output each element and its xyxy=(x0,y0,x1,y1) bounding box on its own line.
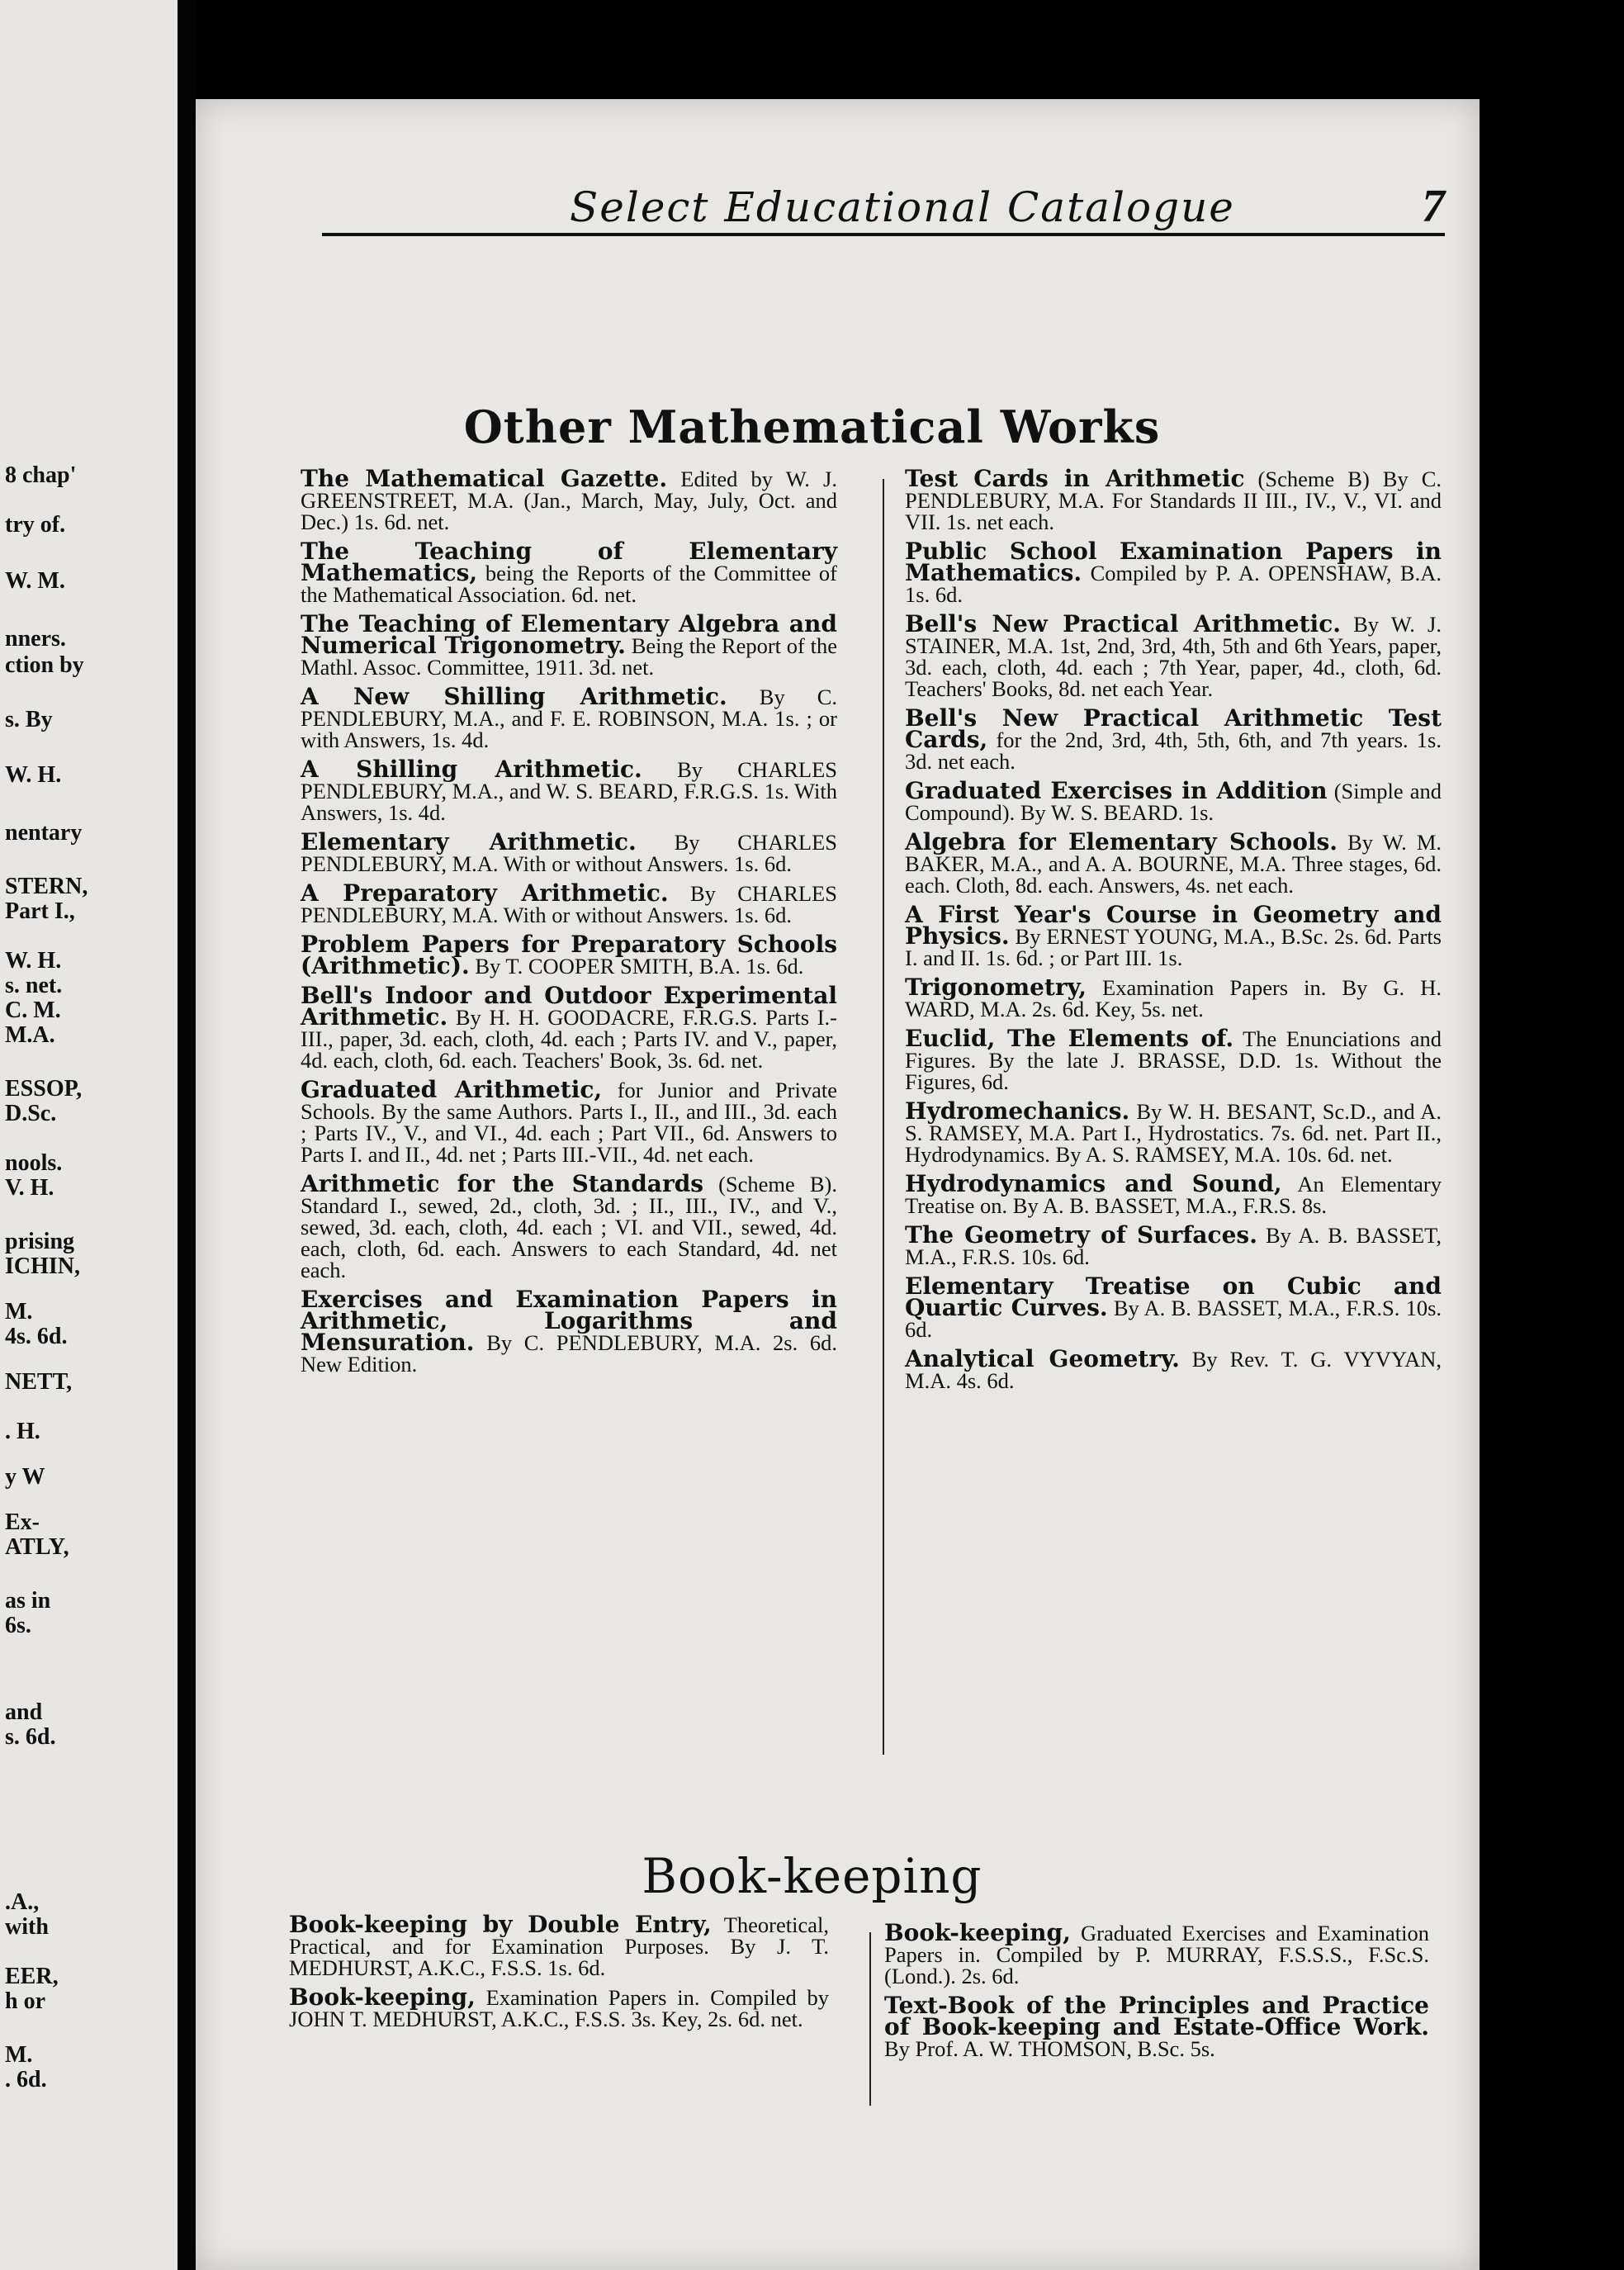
catalogue-entry xyxy=(301,683,837,752)
catalogue-entry xyxy=(905,777,1442,825)
entry-description: By W. H. BESANT, Sc.D., and A. S. RAMSEY, M.A. Part I., Hydrostatics. 7s. 6d. net. Part II., Hydrodynamics. By A. S. RAMSEY, M.A. 10s. 6d. net. xyxy=(905,1099,1442,1167)
catalogue-entry xyxy=(884,1992,1429,2061)
left-page-text-fragment: ction by xyxy=(5,652,84,678)
entry-title: A Preparatory Arithmetic. xyxy=(301,879,669,907)
entry-title: The Teaching of Elementary Algebra and Numerical Trigonometry. xyxy=(301,610,837,659)
left-page-text-fragment: W. M. xyxy=(5,568,65,594)
left-page-text-fragment: W. H. xyxy=(5,762,62,788)
entry-title: Hydromechanics. xyxy=(905,1097,1130,1125)
entry-description: By CHARLES PENDLEBURY, M.A. With or without Answers. 1s. 6d. xyxy=(301,881,837,927)
entry-description: Graduated Exercises and Examination Papers in. Compiled by P. MURRAY, F.S.S.S., F.Sc.S. (Lond.). 2s. 6d. xyxy=(884,1921,1429,1988)
left-page-text-fragment: ESSOP, xyxy=(5,1076,83,1102)
entry-title: Euclid, The Elements of. xyxy=(905,1025,1234,1052)
entry-title: A New Shilling Arithmetic. xyxy=(301,683,727,710)
catalogue-entry xyxy=(301,538,837,607)
section-title-math: Other Mathematical Works xyxy=(463,400,1161,453)
left-page-text-fragment: M. xyxy=(5,1299,33,1325)
left-page-text-fragment: 6s. xyxy=(5,1613,31,1638)
entry-description: (Simple and Compound). By W. S. BEARD. 1s. xyxy=(905,779,1442,825)
entry-description: (Scheme B). Standard I., sewed, 2d., cloth, 3d. ; II., III., IV., and V., sewed, 3d. each, cloth, 4d. each ; VI. and VII., sewed, 4d. each, cloth, 6d. each. Answers to each Standard, 4d. net each. xyxy=(301,1172,837,1282)
entry-description: Compiled by P. A. OPENSHAW, B.A. 1s. 6d. xyxy=(905,561,1442,607)
catalogue-entry xyxy=(905,538,1442,607)
left-page-text-fragment: and xyxy=(5,1699,43,1725)
entry-description: By A. B. BASSET, M.A., F.R.S. 10s. 6d. xyxy=(905,1296,1442,1342)
left-page-text-fragment: nentary xyxy=(5,820,83,846)
catalogue-entry xyxy=(301,465,837,534)
catalogue-entry xyxy=(301,828,837,876)
left-page-text-fragment: ICHIN, xyxy=(5,1253,81,1279)
catalogue-entry xyxy=(301,982,837,1073)
entry-title: Graduated Exercises in Addition xyxy=(905,777,1328,804)
left-page-text-fragment: M. xyxy=(5,2042,33,2068)
entry-description: By A. B. BASSET, M.A., F.R.S. 10s. 6d. xyxy=(905,1223,1442,1269)
left-page-text-fragment: M.A. xyxy=(5,1022,55,1048)
book-spine xyxy=(178,0,196,2270)
left-page-text-fragment: h or xyxy=(5,1988,45,2014)
catalogue-entry xyxy=(884,1919,1429,1988)
left-page-text-fragment: try of. xyxy=(5,512,66,538)
entry-title: Bell's New Practical Arithmetic. xyxy=(905,610,1341,637)
catalogue-entry xyxy=(301,610,838,680)
catalogue-entry xyxy=(289,1983,829,2031)
left-page-text-fragment: .A., xyxy=(5,1889,40,1915)
entry-title: The Geometry of Surfaces. xyxy=(905,1221,1257,1249)
entry-description: By CHARLES PENDLEBURY, M.A. With or without Answers. 1s. 6d. xyxy=(301,830,837,876)
left-page-text-fragment: s. By xyxy=(5,707,53,732)
left-page-text-fragment: EER, xyxy=(5,1964,59,1989)
entry-description: The Enunciations and Figures. By the late J. BRASSE, D.D. 1s. Without the Figures, 6d. xyxy=(905,1026,1442,1094)
entry-description: By ERNEST YOUNG, M.A., B.Sc. 2s. 6d. Parts I. and II. 1s. 6d. ; or Part III. 1s. xyxy=(905,924,1442,970)
entry-title: Bell's Indoor and Outdoor Experimental Arithmetic. xyxy=(301,982,837,1031)
left-page-text-fragment: C. M. xyxy=(5,998,61,1023)
left-page-text-fragment: NETT, xyxy=(5,1369,73,1395)
catalogue-entry xyxy=(289,1911,830,1980)
left-page-text-fragment: W. H. xyxy=(5,948,62,974)
entry-title: Bell's New Practical Arithmetic Test Cards, xyxy=(905,704,1442,753)
entry-description: (Scheme B) By C. PENDLEBURY, M.A. For Standards II III., IV., V., VI. and VII. 1s. net each. xyxy=(905,467,1442,534)
left-page-text-fragment: Ex- xyxy=(5,1509,40,1535)
entry-description: being the Reports of the Committee of the Mathematical Association. 6d. net. xyxy=(301,561,837,607)
catalogue-entry xyxy=(905,1221,1442,1269)
left-page-text-fragment: s. net. xyxy=(5,973,63,998)
entry-description: By Rev. T. G. VYVYAN, M.A. 4s. 6d. xyxy=(905,1347,1442,1393)
catalogue-entry xyxy=(301,879,837,927)
entry-description: Edited by W. J. GREENSTREET, M.A. (Jan., March, May, July, Oct. and Dec.) 1s. 6d. net. xyxy=(301,467,837,534)
column-divider-math xyxy=(883,479,884,1755)
running-head xyxy=(322,178,1445,236)
entry-description: An Elementary Treatise on. By A. B. BASSET, M.A., F.R.S. 8s. xyxy=(905,1172,1442,1218)
catalogue-entry xyxy=(905,704,1442,774)
entry-title: A Shilling Arithmetic. xyxy=(301,756,642,783)
catalogue-entry xyxy=(905,1345,1442,1393)
bookkeeping-column-right xyxy=(884,1919,1429,2068)
entry-description: By C. PENDLEBURY, M.A., and F. E. ROBINSON, M.A. 1s. ; or with Answers, 1s. 4d. xyxy=(301,685,837,752)
math-column-left xyxy=(301,465,838,1383)
entry-description: By Prof. A. W. THOMSON, B.Sc. 5s. xyxy=(884,2036,1215,2061)
entry-title: Elementary Arithmetic. xyxy=(301,828,637,855)
left-page-text-fragment: STERN, xyxy=(5,874,88,899)
catalogue-entry xyxy=(905,1025,1442,1094)
catalogue-entry xyxy=(905,828,1442,898)
entry-description: By T. COOPER SMITH, B.A. 1s. 6d. xyxy=(469,954,804,979)
left-page-text-fragment: 4s. 6d. xyxy=(5,1324,68,1349)
left-page-text-fragment: y W xyxy=(5,1464,45,1490)
column-divider-bookkeeping xyxy=(869,1932,871,2106)
running-title: Select Educational Catalogue xyxy=(570,183,1235,231)
catalogue-entry xyxy=(905,610,1442,701)
bookkeeping-column-left xyxy=(289,1911,830,2038)
entry-title: Analytical Geometry. xyxy=(905,1345,1180,1372)
entry-description: Examination Papers in. Compiled by JOHN T. MEDHURST, A.K.C., F.S.S. 3s. Key, 2s. 6d. net. xyxy=(289,1985,829,2031)
entry-title: Book-keeping, xyxy=(289,1983,476,2011)
catalogue-entry xyxy=(905,974,1442,1021)
entry-title: Text-Book of the Principles and Practice of Book-keeping and Estate-Office Work. xyxy=(884,1992,1429,2040)
catalogue-entry xyxy=(301,1076,837,1167)
header-rule xyxy=(322,233,1445,236)
entry-description: Examination Papers in. By G. H. WARD, M.A. 2s. 6d. Key, 5s. net. xyxy=(905,975,1442,1021)
catalogue-entry xyxy=(905,901,1442,970)
left-page-text-fragment: 8 chap' xyxy=(5,462,77,488)
catalogue-entry xyxy=(301,756,837,825)
entry-description: Being the Report of the Mathl. Assoc. Committee, 1911. 3d. net. xyxy=(301,633,838,680)
catalogue-entry xyxy=(301,1286,837,1377)
entry-title: Graduated Arithmetic, xyxy=(301,1076,603,1103)
left-page-text-fragment: nools. xyxy=(5,1150,63,1176)
entry-title: Exercises and Examination Papers in Arithmetic, Logarithms and Mensuration. xyxy=(301,1286,837,1356)
left-page-text-fragment: with xyxy=(5,1914,49,1940)
page-number: 7 xyxy=(1422,181,1445,232)
entry-title: Hydrodynamics and Sound, xyxy=(905,1170,1282,1197)
entry-description: Theoretical, Practical, and for Examination Purposes. By J. T. MEDHURST, A.K.C., F.S.S. 1s. 6d. xyxy=(289,1912,830,1980)
left-page-text-fragment: Part I., xyxy=(5,898,75,924)
section-title-bookkeeping: Book-keeping xyxy=(642,1848,982,1904)
entry-title: The Mathematical Gazette. xyxy=(301,465,668,492)
catalogue-entry xyxy=(905,1097,1442,1167)
left-page-text-fragment: . 6d. xyxy=(5,2067,47,2092)
entry-description: By C. PENDLEBURY, M.A. 2s. 6d. New Edition. xyxy=(301,1330,837,1377)
math-column-right xyxy=(905,465,1442,1400)
left-page-text-fragment: as in xyxy=(5,1588,51,1614)
entry-title: Book-keeping, xyxy=(884,1919,1071,1946)
left-page-text-fragment: V. H. xyxy=(5,1175,54,1201)
entry-title: Elementary Treatise on Cubic and Quartic Curves. xyxy=(905,1272,1442,1321)
catalogue-entry xyxy=(905,465,1442,534)
entry-title: The Teaching of Elementary Mathematics, xyxy=(301,538,837,586)
entry-description: By W. M. BAKER, M.A., and A. A. BOURNE, M.A. Three stages, 6d. each. Cloth, 8d. each. Answers, 4s. net each. xyxy=(905,830,1442,898)
entry-description: By CHARLES PENDLEBURY, M.A., and W. S. BEARD, F.R.G.S. 1s. With Answers, 1s. 4d. xyxy=(301,757,837,825)
catalogue-entry xyxy=(905,1170,1442,1218)
left-page-text-fragment: ATLY, xyxy=(5,1534,69,1560)
left-page-text-fragment: s. 6d. xyxy=(5,1724,56,1750)
left-page-fragment xyxy=(0,0,178,2270)
left-page-text-fragment: D.Sc. xyxy=(5,1101,57,1126)
entry-title: Test Cards in Arithmetic xyxy=(905,465,1245,492)
entry-title: Algebra for Elementary Schools. xyxy=(905,828,1338,855)
entry-title: Book-keeping by Double Entry, xyxy=(289,1911,712,1938)
entry-title: Public School Examination Papers in Mathematics. xyxy=(905,538,1442,586)
catalogue-entry xyxy=(301,931,837,979)
entry-title: Trigonometry, xyxy=(905,974,1087,1001)
entry-description: for the 2nd, 3rd, 4th, 5th, 6th, and 7th years. 1s. 3d. net each. xyxy=(905,727,1442,774)
entry-title: A First Year's Course in Geometry and Physics. xyxy=(905,901,1442,950)
entry-title: Problem Papers for Preparatory Schools (Arithmetic). xyxy=(301,931,837,979)
left-page-text-fragment: prising xyxy=(5,1229,75,1254)
entry-title: Arithmetic for the Standards xyxy=(301,1170,704,1197)
entry-description: By H. H. GOODACRE, F.R.G.S. Parts I.-III., paper, 3d. each, cloth, 4d. each ; Parts IV. and V., paper, 4d. each, cloth, 6d. each. Teachers' Book, 3s. 6d. net. xyxy=(301,1005,837,1073)
entry-description: By W. J. STAINER, M.A. 1st, 2nd, 3rd, 4th, 5th and 6th Years, paper, 3d. each, cloth, 4d. each ; 7th Year, paper, 4d., cloth, 6d. Teachers' Books, 8d. net each Year. xyxy=(905,612,1442,701)
left-page-text-fragment: . H. xyxy=(5,1419,40,1444)
entry-description: for Junior and Private Schools. By the same Authors. Parts I., II., and III., 3d. each ; Parts IV., V., and VI., 4d. each ; Part VII., 6d. Answers to Parts I. and II., 4d. net ; Parts III.-VII., 4d. net each. xyxy=(301,1078,837,1167)
catalogue-entry xyxy=(301,1170,837,1282)
catalogue-entry xyxy=(905,1272,1442,1342)
left-page-text-fragment: nners. xyxy=(5,626,66,652)
